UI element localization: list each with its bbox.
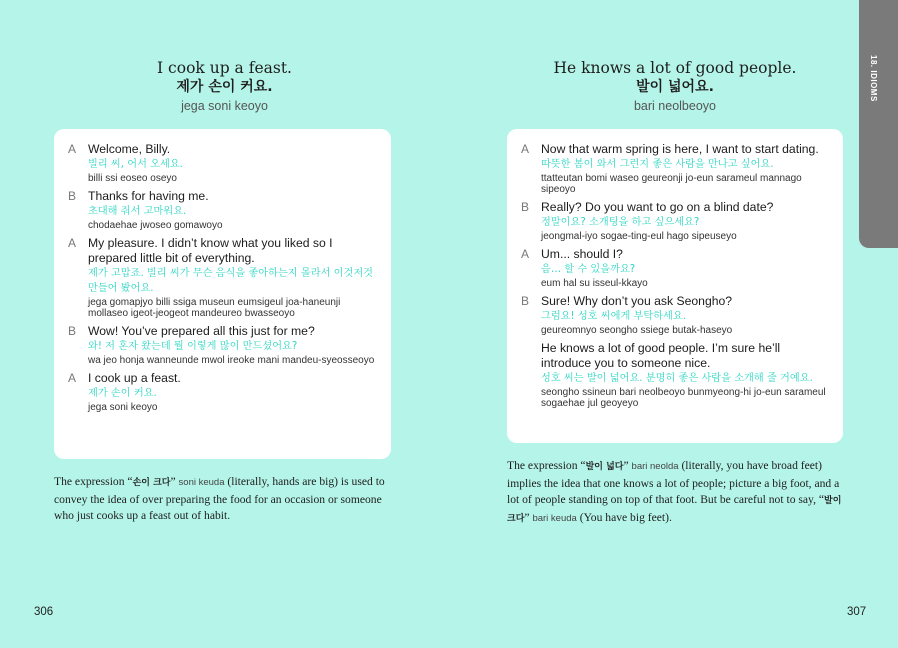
line-korean: 따뜻한 봄이 와서 그런지 좋은 사람을 만나고 싶어요.: [541, 159, 774, 170]
line-english: Sure! Why don’t you ask Seongho?: [541, 294, 733, 308]
line-korean: 음… 할 수 있을까요?: [541, 264, 636, 275]
heading-korean: 발이 넓어요.: [636, 79, 714, 95]
heading-romanization: bari neolbeoyo: [633, 99, 716, 113]
explanation-korean: 손이 크다: [132, 478, 171, 488]
line-korean: 빌리 씨, 어서 오세요.: [88, 159, 183, 170]
right-heading: [449, 59, 898, 115]
speaker-label: B: [521, 200, 530, 214]
explanation-korean-2: 발이 크다: [507, 496, 842, 524]
left-dialogue-card: [54, 129, 391, 459]
explanation-romanization: bari neolda: [631, 461, 679, 472]
right-explanation: The expression “발이 넓다” bari neolda (literally, you have broad feet) implies the idea that one knows a lot of people; picture a big foot, and a lot of people standing on top of that foot. But be careful not to say, “발이 크다” bari keuda (You have big feet).: [507, 459, 842, 524]
line-english: Um... should I?: [541, 247, 623, 261]
speaker-label: A: [68, 142, 77, 156]
line-romanization: seongho ssineun bari neolbeoyo bunmyeong-hi jo-eun sarameul sogaehae jul geoyeyo: [541, 387, 826, 409]
line-romanization: jeongmal-iyo sogae-ting-eul hago sipeuseyo: [541, 231, 737, 242]
line-korean: 정말이요? 소개팅을 하고 싶으세요?: [541, 217, 700, 228]
speaker-label: B: [68, 324, 77, 338]
heading-romanization: jega soni keoyo: [181, 99, 268, 113]
dialogue-line: [66, 371, 379, 413]
line-english: Wow! You’ve prepared all this just for me?: [88, 324, 315, 338]
line-english: Really? Do you want to go on a blind date?: [541, 200, 774, 214]
line-korean: 초대해 줘서 고마워요.: [88, 206, 187, 217]
dialogue-line: [519, 294, 831, 336]
left-explanation: The expression “손이 크다” soni keuda (literally, hands are big) is used to convey the idea of over preparing the food for an occasion or someone who just cooks up a feast out of habit.: [54, 475, 385, 522]
dialogue-line: [519, 142, 831, 195]
line-korean: 제가 손이 커요.: [88, 388, 157, 399]
line-english: Now that warm spring is here, I want to start dating.: [541, 142, 819, 156]
line-romanization: ttatteutan bomi waseo geureonji jo-eun sarameul mannago sipeoyo: [541, 173, 802, 195]
line-romanization: geureomnyo seongho ssiege butak-haseyo: [541, 325, 733, 336]
heading-english: I cook up a feast.: [157, 59, 292, 77]
heading-korean: 제가 손이 커요.: [176, 79, 273, 95]
speaker-label: A: [521, 247, 530, 261]
line-romanization: wa jeo honja wanneunde mwol ireoke mani mandeu-syeosseoyo: [88, 355, 375, 366]
speaker-label: A: [68, 371, 77, 385]
page-number: 307: [847, 606, 867, 618]
speaker-label: B: [521, 294, 530, 308]
line-romanization: jega gomapjyo billi ssiga museun eumsigeul joa-haneunji mollaseo igeot-jeogeot mandeureo bwasseoyo: [88, 297, 341, 319]
chapter-tab-label: 18. IDIOMS: [869, 55, 878, 102]
dialogue-line: [66, 236, 379, 319]
dialogue-line: [519, 341, 831, 409]
line-english: My pleasure. I didn’t know what you liked so I prepared little bit of everything.: [88, 236, 333, 265]
line-romanization: billi ssi eoseo oseyo: [88, 173, 177, 184]
speaker-label: A: [68, 236, 77, 250]
explanation-korean: 발이 넓다: [585, 462, 624, 472]
heading-english: He knows a lot of good people.: [553, 59, 797, 77]
line-english: Thanks for having me.: [88, 189, 209, 203]
dialogue-line: [519, 200, 831, 242]
dialogue-line: [66, 324, 379, 366]
line-romanization: jega soni keoyo: [88, 402, 158, 413]
line-english: He knows a lot of good people. I’m sure he’ll introduce you to someone nice.: [541, 341, 781, 370]
right-page: [449, 0, 898, 648]
page-number: 306: [34, 606, 54, 618]
right-dialogue-card: [507, 129, 843, 443]
dialogue-line: [519, 247, 831, 289]
explanation-romanization-2: bari keuda: [532, 512, 577, 524]
speaker-label: A: [521, 142, 530, 156]
line-korean: 그럼요! 성호 씨에게 부탁하세요.: [541, 311, 686, 322]
line-korean: 성호 씨는 발이 넓어요. 분명히 좋은 사람을 소개해 줄 거예요.: [541, 373, 813, 384]
explanation-romanization: soni keuda: [178, 477, 225, 488]
line-korean: 제가 고맙죠. 빌리 씨가 무슨 음식을 좋아하는지 몰라서 이것저것 만들어 봤어요.: [88, 268, 374, 294]
left-heading: [0, 59, 449, 115]
dialogue-line: [66, 142, 379, 184]
line-romanization: chodaehae jwoseo gomawoyo: [88, 220, 223, 231]
line-english: I cook up a feast.: [88, 371, 181, 385]
line-romanization: eum hal su isseul-kkayo: [541, 278, 648, 289]
line-english: Welcome, Billy.: [88, 142, 171, 156]
speaker-label: B: [68, 189, 77, 203]
chapter-tab[interactable]: [859, 0, 898, 248]
dialogue-line: [66, 189, 379, 231]
line-korean: 와! 저 혼자 왔는데 뭘 이렇게 많이 만드셨어요?: [88, 341, 298, 352]
